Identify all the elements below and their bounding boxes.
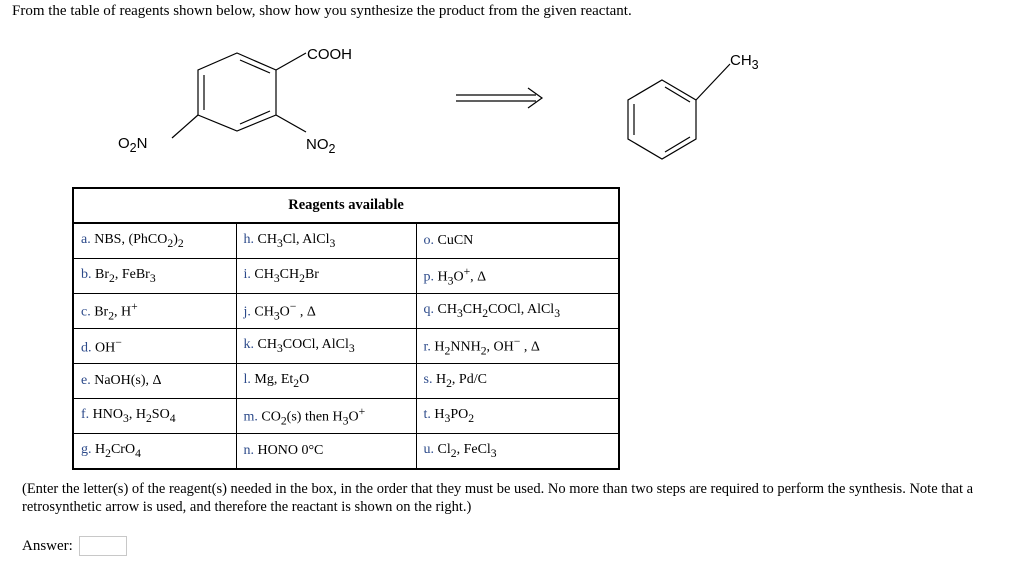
reagent-letter: a. xyxy=(81,232,91,248)
reagent-letter: s. xyxy=(423,372,433,388)
reagent-letter: p. xyxy=(423,269,434,285)
reagent-cell: a. NBS, $(PhCO_2)_2$ xyxy=(74,223,236,259)
reagent-letter: e. xyxy=(81,373,91,388)
reagents-table xyxy=(72,187,620,470)
reagent-letter: j. xyxy=(243,304,251,320)
reagent-letter: r. xyxy=(423,339,431,355)
reagent-letter: d. xyxy=(81,340,92,356)
reagent-letter: n. xyxy=(243,443,254,458)
reagent-cell: k. $CH_3COCl$, AlCl$_3$ xyxy=(236,329,416,364)
reagent-cell: b. $Br_2$, FeBr$_3$ xyxy=(74,259,236,294)
reagent-cell: h. $CH_3Cl$, AlCl$_3$ xyxy=(236,223,416,259)
synthesis-scheme xyxy=(0,0,1024,175)
reagent-row xyxy=(74,259,618,294)
cooh-bond xyxy=(276,53,306,70)
reagent-letter: t. xyxy=(423,407,431,423)
reagents-table-body xyxy=(74,223,618,468)
reagent-row xyxy=(74,364,618,399)
reagent-cell: f. $HNO_3$, $H_2SO_4$ xyxy=(74,399,236,434)
reagent-letter: q. xyxy=(423,302,434,318)
question-text: From the table of reagents shown below, show how you synthesize the product from the given reactant. xyxy=(12,3,632,19)
reagent-letter: i. xyxy=(243,267,251,283)
reagent-letter: h. xyxy=(243,232,254,248)
reagent-cell: l. Mg, $Et_2O$ xyxy=(236,364,416,399)
retrosynthetic-arrow xyxy=(456,88,542,108)
reagent-cell: j. $CH_3O^-$ , Δ xyxy=(236,294,416,329)
answer-input[interactable] xyxy=(79,536,127,556)
reactant-structure xyxy=(628,64,730,159)
reagent-letter: o. xyxy=(423,233,434,248)
reagents-table-header: Reagents available xyxy=(74,189,618,223)
reagent-cell: r. $H_2NNH_2$, OH− , Δ xyxy=(416,329,618,364)
reagent-cell: s. $H_2$, Pd/C xyxy=(416,364,618,399)
reagent-row xyxy=(74,434,618,469)
reagent-cell: t. $H_3PO_2$ xyxy=(416,399,618,434)
reagent-cell: c. $Br_2$, H+ xyxy=(74,294,236,329)
reagent-row xyxy=(74,294,618,329)
answer-row xyxy=(22,536,127,556)
answer-label: Answer: xyxy=(22,537,73,554)
no2-label: $NO_2$ xyxy=(306,136,336,156)
reagent-cell: d. OH− xyxy=(74,329,236,364)
reagent-letter: g. xyxy=(81,442,92,458)
reagent-letter: k. xyxy=(243,337,254,353)
reagent-cell: e. NaOH(s), Δ xyxy=(74,364,236,399)
reagent-cell: p. $H_3O^+$, Δ xyxy=(416,259,618,294)
reagent-cell: g. $H_2CrO_4$ xyxy=(74,434,236,469)
product-benzene-ring xyxy=(198,53,276,131)
ch3-label: $CH_3$ xyxy=(730,52,759,72)
methyl-bond xyxy=(696,64,730,100)
reagent-letter: c. xyxy=(81,304,91,320)
reagent-letter: m. xyxy=(243,409,258,425)
reagent-cell: o. CuCN xyxy=(423,233,474,248)
no2-bond-right xyxy=(276,115,306,132)
reagent-letter: f. xyxy=(81,407,90,423)
reagent-cell: u. $Cl_2$, FeCl$_3$ xyxy=(416,434,618,469)
reagent-cell: q. $CH_3CH_2COCl$, AlCl$_3$ xyxy=(416,294,618,329)
reagent-cell: m. $CO_2(s)$ then $H_3O^+$ xyxy=(236,399,416,434)
o2n-label: $O_2N$ xyxy=(118,135,148,155)
reagent-letter: l. xyxy=(243,372,251,388)
reagent-cell: n. HONO 0°C xyxy=(236,434,416,469)
reagent-cell: i. $CH_3CH_2Br$ xyxy=(236,259,416,294)
reagent-letter: u. xyxy=(423,442,434,458)
instructions-text: (Enter the letter(s) of the reagent(s) needed in the box, in the order that they must be used. No more than two steps are required to perform the synthesis. Note that a retrosynthetic arrow is used, and therefore the reactant is shown on the right.) xyxy=(22,481,974,515)
reagent-letter: b. xyxy=(81,267,92,283)
reactant-benzene-ring xyxy=(628,80,696,159)
reagent-row xyxy=(74,329,618,364)
cooh-label: COOH xyxy=(307,46,352,63)
reagent-row xyxy=(74,399,618,434)
product-structure xyxy=(172,53,306,138)
reagent-row xyxy=(74,223,618,259)
